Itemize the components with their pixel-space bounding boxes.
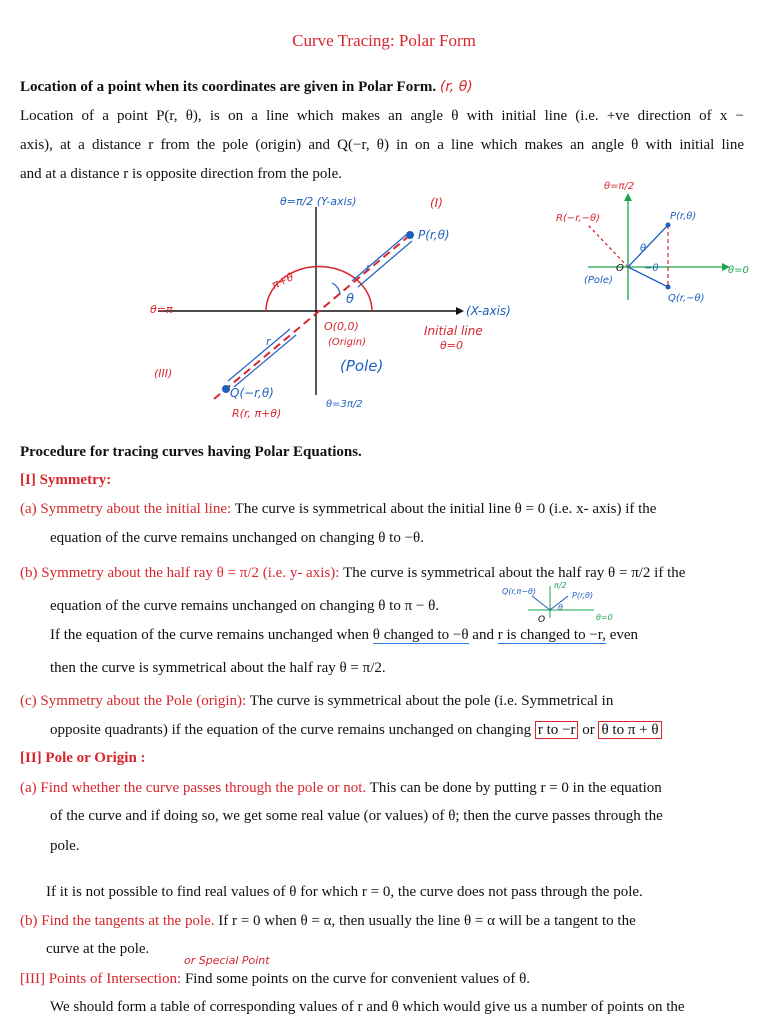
page-title: Curve Tracing: Polar Form [292,31,476,50]
pole-heading: [II] Pole or Origin : [20,750,146,766]
pole-b-label: (b) Find the tangents at the pole. [20,913,215,929]
intersection-line [20,971,530,988]
right-label-origin: O [616,263,624,274]
right-label-pi2: θ=π/2 [604,181,635,192]
mini-ray-q [532,596,550,610]
label-origin-word: (Origin) [328,337,367,348]
mini-label-q: Q(r,π−θ) [502,587,537,596]
sym-b-text4: then the curve is symmetrical about the half ray θ = π/2. [50,660,386,676]
label-initial-line: Initial line [424,324,483,338]
right-label-pole: (Pole) [584,275,613,286]
pole-b-text2: curve at the pole. [46,941,150,957]
pole-a-text4: If it is not possible to find real values of θ for which r = 0, the curve does not pass through the pole. [46,884,643,900]
sym-b-text3a: If the equation of the curve remains unchanged when [50,627,370,643]
point-p [406,231,414,239]
sym-b-text3e: even [609,627,639,643]
sym-b-text2: equation of the curve remains unchanged on changing θ to π − θ. [50,598,440,614]
right-point-q [666,285,671,290]
polar-symmetry-diagram [548,175,758,315]
pole-b-text: If r = 0 when θ = α, then usually the line θ = α will be a tangent to the [218,913,636,929]
heading-note: (r, θ) [439,79,473,95]
section1-p2: axis), at a distance r from the pole (origin) and Q(−r, θ) in on a line which makes an angle θ with initial line [20,137,744,153]
sym-b-text3b: θ changed to −θ [372,627,469,643]
pole-b-line [20,913,636,930]
pole-a-text: This can be done by putting r = 0 in the equation [369,780,662,796]
label-r-lower: r [266,335,271,348]
right-label-r: R(−r,−θ) [556,213,600,224]
intersection-text2: We should form a table of corresponding values of r and θ which would give us a number of points on the [50,999,685,1015]
label-quadrant-3: (III) [154,367,173,380]
label-theta: θ [346,292,354,307]
label-pole: (Pole) [340,357,384,375]
pole-a-text3: pole. [50,838,80,854]
pole-a-text2: of the curve and if doing so, we get some real value (or values) of θ; then the curve passes through the [50,808,663,824]
ray-to-q-2 [234,335,296,387]
procedure-heading: Procedure for tracing curves having Polar Equations. [20,444,362,460]
pole-a-label: (a) Find whether the curve passes through the pole or not. [20,780,367,796]
mini-symmetry-sketch [498,580,628,624]
mini-label-theta: θ [558,603,563,612]
sym-b-text: The curve is symmetrical about the half ray θ = π/2 if the [343,565,686,581]
right-point-p [666,223,671,228]
label-p: P(r,θ) [418,228,450,242]
sym-c-text: The curve is symmetrical about the pole (i.e. Symmetrical in [249,693,614,709]
right-y-arrow [624,193,632,201]
sym-b-text3c: and [472,627,494,643]
section1-heading: Location of a point when its coordinates are given in Polar Form. [20,79,437,95]
right-label-theta: θ [640,243,647,254]
section1-p3: and at a distance r is opposite direction from the pole. [20,166,342,182]
label-r: R(r, π+θ) [232,407,282,420]
point-q [222,385,230,393]
sym-c-box1: r to −r [535,721,579,739]
sym-a-line [20,501,656,518]
label-theta-3pi2: θ=3π/2 [326,399,363,410]
theta-arrow [332,283,340,295]
right-ray-p [628,225,668,267]
x-axis-arrow [456,307,464,315]
label-pi-plus-theta: π+θ [269,270,296,292]
sym-c-label: (c) Symmetry about the Pole (origin): [20,693,247,709]
right-label-p: P(r,θ) [670,211,697,222]
label-origin: O(0,0) [324,320,359,333]
sym-c-text2: opposite quadrants) if the equation of the curve remains unchanged on changing [50,722,532,738]
sym-c-or: or [582,722,595,738]
sym-b-label: (b) Symmetry about the half ray θ = π/2 (i.e. y- axis): [20,565,340,581]
symmetry-heading: [I] Symmetry: [20,472,112,488]
label-theta-zero: θ=0 [440,339,463,352]
sym-c-line2 [50,722,662,739]
sym-a-text: The curve is symmetrical about the initial line θ = 0 (i.e. x- axis) if the [234,501,657,517]
mini-label-pi2: π/2 [554,581,567,590]
label-x-axis: (X-axis) [466,304,511,318]
mini-label-o: O [538,615,546,624]
sym-c-box2: θ to π + θ [598,721,661,739]
label-quadrant-1: (I) [430,196,443,210]
special-point-note: or Special Point [184,954,270,967]
ray-to-p [352,235,406,281]
sym-b-line3 [50,627,638,644]
sym-c-line [20,693,613,710]
sym-a-text2: equation of the curve remains unchanged on changing θ to −θ. [50,530,424,546]
section1-heading-line [20,79,473,96]
right-label-neg-theta: −θ [644,263,659,274]
section1-p1: Location of a point P(r, θ), is on a line which makes an angle θ with initial line (i.e. +ve direction of x − [20,108,744,124]
sym-b-text3d: r is changed to −r, [497,627,606,643]
right-label-theta0: θ=0 [728,265,749,276]
label-theta-pi2: θ=π/2 (Y-axis) [280,195,357,208]
intersection-text: Find some points on the curve for convenient values of θ. [184,971,530,987]
sym-a-label: (a) Symmetry about the initial line: [20,501,232,517]
right-label-q: Q(r,−θ) [668,293,705,304]
mini-label-p: P(r,θ) [572,591,594,600]
right-ray-r [588,225,628,267]
pole-a-line [20,780,662,797]
intersection-heading: [III] Points of Intersection: [20,971,182,987]
label-theta-pi: θ=π [150,303,173,316]
mini-label-theta0: θ=0 [596,613,613,622]
label-q: Q(−r,θ) [230,386,274,400]
polar-main-diagram [140,185,540,435]
angle-arc [266,267,372,311]
label-r-upper: r [366,261,371,274]
ray-to-q [228,329,290,381]
